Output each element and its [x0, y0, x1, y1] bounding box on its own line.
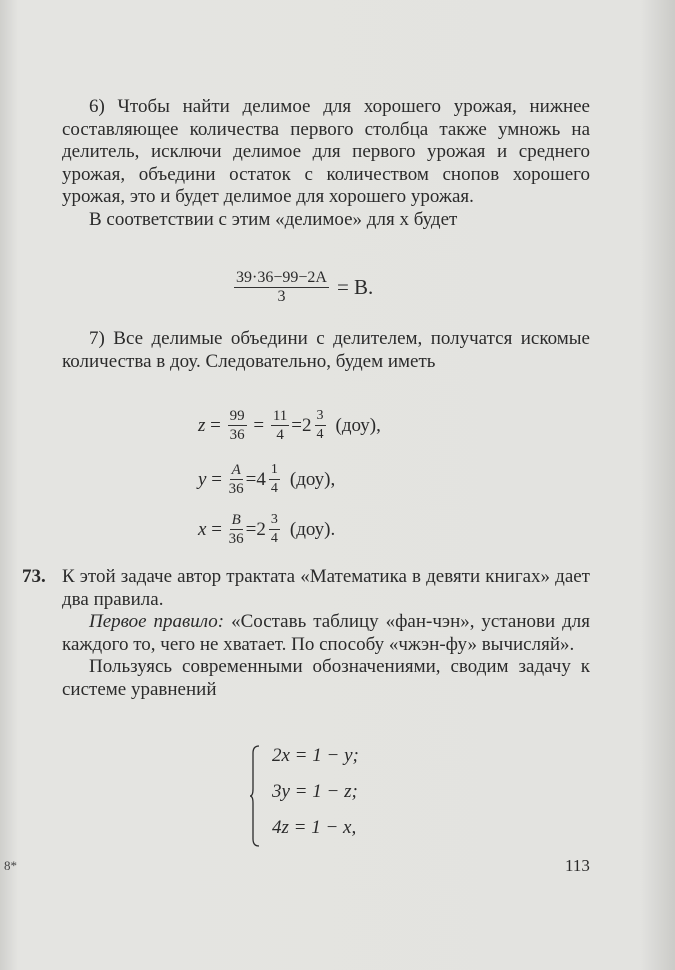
numerator: 3: [269, 512, 280, 530]
denominator: 36: [228, 481, 244, 497]
equation-x: x = $\frac{B}{36}$ =2 $\frac{3}{4}$ (доу).: [198, 512, 336, 547]
denominator: 4: [270, 531, 278, 546]
unit-label: (доу).: [289, 518, 336, 540]
whole-part: =2: [291, 414, 312, 436]
numerator: 99: [229, 408, 245, 424]
problem-paragraph-3: Пользуясь современными обозначениями, сводим задачу к системе уравнений: [62, 656, 590, 700]
fraction-numerator: 39·36−99−2A: [236, 269, 327, 286]
whole-part: =2: [245, 518, 266, 540]
denominator: 36: [228, 531, 244, 547]
fraction: [229, 512, 244, 547]
numerator: 11: [272, 408, 288, 424]
unit-label: (доу),: [335, 414, 381, 436]
numerator: A: [231, 462, 241, 478]
fraction: [271, 408, 289, 443]
denominator: 4: [316, 427, 324, 442]
problem-paragraph-1: К этой задаче автор трактата «Математика в девяти книгах» дает два правила.: [62, 566, 590, 610]
equation-y: y = $\frac{A}{36}$ =4 $\frac{1}{4}$ (доу),: [198, 462, 336, 497]
equation-var: x: [198, 518, 207, 540]
system-equation-1: 2x = 1 − y;: [272, 745, 359, 766]
unit-label: (доу),: [289, 468, 336, 490]
signature-mark: 8*: [4, 858, 17, 873]
rule-text: «Составь таблицу «фан-чэн», установи для каждого то, чего не хватает. По способу «чжэн-фу» вычисляй».: [62, 611, 590, 655]
text-block-problem-73: [62, 566, 590, 701]
whole-part: =4: [245, 468, 266, 490]
fraction: [269, 462, 280, 497]
problem-paragraph-2: [62, 611, 590, 656]
equation-system: [250, 745, 400, 847]
formula-rhs: = B.: [336, 275, 374, 299]
denominator: 4: [276, 427, 284, 443]
fraction: [315, 408, 326, 443]
equation-z: z = $\frac{99}{36}$ = $\frac{11}{4}$ =2 $\frac{3}{4}$ (доу),: [198, 408, 381, 443]
numerator: B: [231, 512, 241, 528]
text-block-top: [62, 96, 590, 231]
denominator: 36: [229, 427, 245, 443]
numerator: 1: [269, 462, 280, 480]
text-block-7: [62, 328, 590, 373]
paragraph-dividend-intro: В соответствии с этим «делимое» для x будет: [89, 208, 458, 230]
paragraph-7: 7) Все делимые объедини с делителем, получатся искомые количества в доу. Следовательно, будем иметь: [62, 328, 590, 372]
mixed-number: [291, 408, 327, 443]
mixed-number: [246, 462, 282, 497]
rule-label: Первое правило:: [89, 611, 225, 632]
mixed-number: [246, 512, 282, 547]
equation-var: z: [198, 414, 206, 436]
page-number: 113: [565, 856, 590, 875]
denominator: 4: [270, 481, 278, 496]
system-equation-3: 4z = 1 − x,: [272, 817, 357, 838]
numerator: 3: [315, 408, 326, 426]
fraction: [269, 512, 280, 547]
fraction: [228, 408, 247, 443]
problem-number: 73.: [22, 566, 46, 587]
equation-var: y: [198, 468, 207, 490]
fraction-b: [234, 270, 329, 305]
paragraph-6: 6) Чтобы найти делимое для хорошего урожая, нижнее составляющее количества первого столбца также умножь на делитель, исключи делимое для первого урожая и среднего урожая, объедини остаток с количеством снопов хорошего урожая, это и будет делимое для хорошего урожая.: [62, 96, 590, 207]
fraction: [229, 462, 244, 497]
fraction-denominator: 3: [277, 288, 286, 305]
system-equation-2: 3y = 1 − z;: [272, 781, 358, 802]
formula-dividend-b: [232, 270, 373, 305]
left-brace-icon: [250, 745, 260, 847]
